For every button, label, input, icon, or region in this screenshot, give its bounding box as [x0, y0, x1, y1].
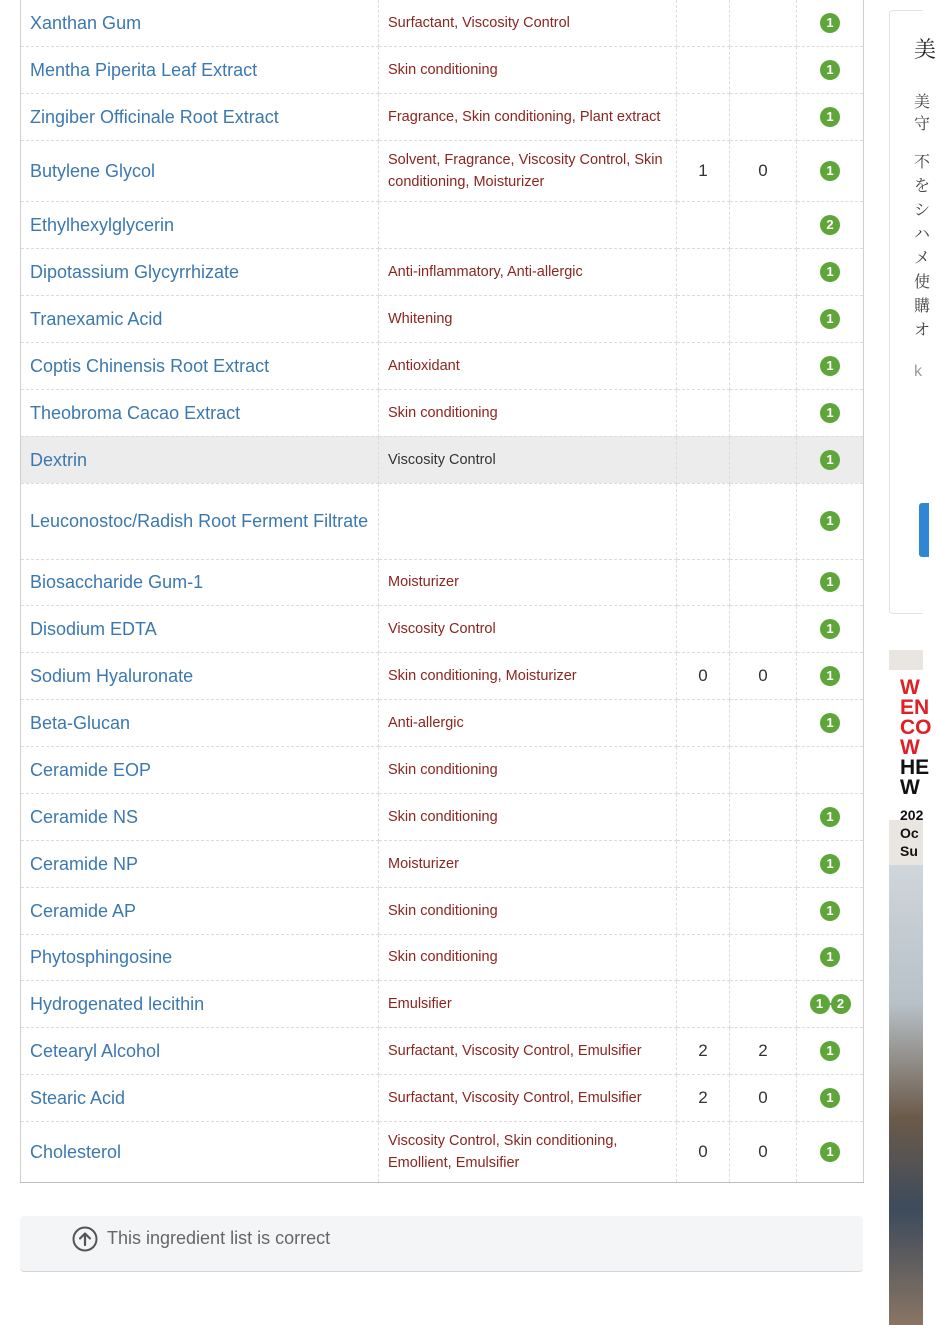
ewg-score-cell	[797, 934, 864, 980]
ewg-score-badge: 1	[820, 901, 840, 921]
ewg-score-badge: 1	[820, 60, 840, 80]
ingredient-name-link[interactable]: Dipotassium Glycyrrhizate	[30, 261, 240, 282]
ingredient-name-link[interactable]: Hydrogenated lecithin	[30, 993, 205, 1014]
ingredient-row	[21, 93, 864, 140]
comedogenicity-value	[730, 887, 797, 934]
ewg-score-cell	[797, 887, 864, 934]
ingredient-functions: Emulsifier	[379, 980, 677, 1027]
ingredient-row	[21, 1074, 864, 1121]
ingredient-cell	[21, 793, 379, 840]
ingredient-cell	[21, 746, 379, 793]
ad-headline-line: EN	[900, 696, 930, 719]
ingredient-row	[21, 0, 864, 46]
comedogenicity-value: 2	[730, 1027, 797, 1074]
ewg-score-cell	[797, 342, 864, 389]
irritancy-value: 0	[677, 652, 730, 699]
ingredient-cell	[21, 140, 379, 201]
ewg-score-cell	[797, 436, 864, 483]
ewg-score-badge: 1	[820, 161, 840, 181]
ewg-score-badge: 1	[820, 666, 840, 686]
ingredient-cell	[21, 1074, 379, 1121]
comedogenicity-value	[730, 980, 797, 1027]
ingredient-name-link[interactable]: Xanthan Gum	[30, 12, 142, 33]
ingredient-cell	[21, 483, 379, 559]
ewg-score-badge: 1	[820, 619, 840, 639]
ingredient-functions: Surfactant, Viscosity Control, Emulsifier	[379, 1074, 677, 1121]
ewg-score-badge: 1	[820, 356, 840, 376]
ewg-score-badge: 2	[831, 994, 851, 1014]
ingredient-functions: Viscosity Control	[379, 605, 677, 652]
ingredient-cell	[21, 934, 379, 980]
ewg-score-badge: 1	[820, 854, 840, 874]
comedogenicity-value	[730, 934, 797, 980]
ingredient-row	[21, 559, 864, 605]
ingredient-name-link[interactable]: Ethylhexylglycerin	[30, 214, 175, 235]
irritancy-value: 1	[677, 140, 730, 201]
sidebar-card-line: 不	[914, 154, 931, 171]
ingredient-functions: Skin conditioning	[379, 389, 677, 436]
ingredient-name-link[interactable]: Mentha Piperita Leaf Extract	[30, 59, 258, 80]
ewg-score-badge: 1	[820, 1088, 840, 1108]
ingredient-functions: Solvent, Fragrance, Viscosity Control, Skin conditioning, Moisturizer	[379, 140, 677, 201]
ingredient-functions: Antioxidant	[379, 342, 677, 389]
ingredient-cell	[21, 1121, 379, 1182]
ingredient-row	[21, 746, 864, 793]
ingredient-row	[21, 605, 864, 652]
ewg-score-badge: 1	[820, 1142, 840, 1162]
ingredient-functions: Fragrance, Skin conditioning, Plant extract	[379, 93, 677, 140]
ingredient-row	[21, 980, 864, 1027]
irritancy-value	[677, 483, 730, 559]
irritancy-value	[677, 934, 730, 980]
ingredient-name-link[interactable]: Tranexamic Acid	[30, 308, 163, 329]
ingredient-functions: Skin conditioning	[379, 746, 677, 793]
ewg-score-cell	[797, 793, 864, 840]
ingredient-name-link[interactable]: Sodium Hyaluronate	[30, 665, 194, 686]
ad-date-line: 202	[900, 807, 924, 823]
ewg-score-cell	[797, 652, 864, 699]
ewg-score-cell	[797, 1027, 864, 1074]
ad-headline-line: W	[900, 676, 920, 699]
irritancy-value	[677, 0, 730, 46]
ingredient-cell	[21, 46, 379, 93]
ingredient-name-link[interactable]: Leuconostoc/Radish Root Ferment Filtrate	[30, 511, 369, 531]
ewg-score-cell	[797, 699, 864, 746]
ingredient-row	[21, 1121, 864, 1182]
ingredient-functions: Whitening	[379, 295, 677, 342]
ingredient-name-link[interactable]: Dextrin	[30, 449, 88, 470]
irritancy-value	[677, 887, 730, 934]
ewg-score-badge: 1	[820, 947, 840, 967]
sidebar-card-line: メ	[914, 250, 931, 267]
irritancy-value	[677, 342, 730, 389]
ingredient-row	[21, 389, 864, 436]
ewg-score-cell	[797, 93, 864, 140]
ingredient-row	[21, 140, 864, 201]
irritancy-value	[677, 559, 730, 605]
irritancy-value	[677, 699, 730, 746]
ewg-score-badge: 1	[810, 994, 830, 1014]
ingredient-row	[21, 248, 864, 295]
ingredient-functions: Moisturizer	[379, 840, 677, 887]
irritancy-value	[677, 605, 730, 652]
ingredient-name-link[interactable]: Ceramide AP	[30, 900, 137, 921]
comedogenicity-value: 0	[730, 1074, 797, 1121]
ingredient-cell	[21, 1027, 379, 1074]
ingredient-row	[21, 840, 864, 887]
ingredient-list-correct-button[interactable]	[20, 1216, 863, 1272]
ingredient-cell	[21, 201, 379, 248]
comedogenicity-value	[730, 436, 797, 483]
ingredient-name-link[interactable]: Phytosphingosine	[30, 947, 173, 967]
comedogenicity-value	[730, 201, 797, 248]
ad-headline-line: HE	[900, 756, 930, 779]
ewg-score-cell	[797, 389, 864, 436]
sidebar-info-card	[889, 10, 936, 614]
ewg-score-badge: 1	[820, 13, 840, 33]
sidebar-card-title: 美	[914, 37, 936, 62]
ingredient-cell	[21, 980, 379, 1027]
ingredient-name-link[interactable]: Beta-Glucan	[30, 712, 131, 733]
ad-headline-area	[889, 670, 932, 820]
irritancy-value	[677, 248, 730, 295]
ewg-score-badge: 1	[820, 713, 840, 733]
ingredient-functions: Viscosity Control, Skin conditioning, Emollient, Emulsifier	[379, 1121, 677, 1182]
ad-photo	[889, 865, 923, 1325]
ewg-score-badge: 1	[820, 511, 840, 531]
comedogenicity-value	[730, 605, 797, 652]
irritancy-value: 2	[677, 1074, 730, 1121]
ingredient-table-container	[20, 0, 863, 1183]
ingredient-cell	[21, 93, 379, 140]
sidebar-card-button[interactable]	[919, 503, 929, 557]
ingredient-row	[21, 652, 864, 699]
ingredient-name-link[interactable]: Cetearyl Alcohol	[30, 1040, 161, 1061]
ingredient-functions: Skin conditioning	[379, 46, 677, 93]
comedogenicity-value	[730, 248, 797, 295]
comedogenicity-value: 0	[730, 1121, 797, 1182]
ingredient-cell	[21, 652, 379, 699]
irritancy-value	[677, 793, 730, 840]
irritancy-value	[677, 93, 730, 140]
ingredient-name-link[interactable]: Stearic Acid	[30, 1087, 126, 1108]
comedogenicity-value	[730, 746, 797, 793]
ewg-score-cell	[797, 840, 864, 887]
comedogenicity-value	[730, 342, 797, 389]
ewg-score-cell	[797, 980, 864, 1027]
ingredient-functions: Skin conditioning	[379, 793, 677, 840]
ingredient-row	[21, 887, 864, 934]
ingredient-name-link[interactable]: Zingiber Officinale Root Extract	[30, 106, 279, 127]
ingredient-cell	[21, 436, 379, 483]
correct-button-label: This ingredient list is correct	[107, 1228, 331, 1248]
ingredient-row	[21, 699, 864, 746]
ingredient-functions: Surfactant, Viscosity Control	[379, 0, 677, 46]
ewg-score-badge: 2	[820, 215, 840, 235]
ingredient-cell	[21, 295, 379, 342]
ingredient-cell	[21, 699, 379, 746]
ad-date-line: Su	[900, 843, 918, 859]
sidebar-card-line: ハ	[914, 226, 931, 243]
ingredient-name-link[interactable]: Cholesterol	[30, 1141, 122, 1162]
ingredient-functions: Skin conditioning, Moisturizer	[379, 652, 677, 699]
ewg-score-badge: 1	[820, 807, 840, 827]
ewg-score-cell	[797, 483, 864, 559]
ewg-score-cell	[797, 248, 864, 295]
ingredient-functions	[379, 483, 677, 559]
ewg-score-badge: 1	[820, 309, 840, 329]
sidebar-card-line: 購	[914, 298, 931, 315]
sidebar-card-line: オ	[914, 322, 931, 339]
ingredient-functions: Skin conditioning	[379, 887, 677, 934]
ewg-score-cell	[797, 0, 864, 46]
sidebar-card-line: シ	[914, 202, 931, 219]
ewg-score-badge: 1	[820, 107, 840, 127]
sidebar-card-line: を	[914, 178, 931, 195]
ingredient-row	[21, 483, 864, 559]
irritancy-value	[677, 201, 730, 248]
comedogenicity-value	[730, 0, 797, 46]
ewg-score-cell	[797, 140, 864, 201]
ingredient-row	[21, 1027, 864, 1074]
ingredient-name-link[interactable]: Disodium EDTA	[30, 618, 157, 639]
irritancy-value	[677, 436, 730, 483]
comedogenicity-value	[730, 559, 797, 605]
ingredient-functions: Anti-allergic	[379, 699, 677, 746]
ingredient-row	[21, 295, 864, 342]
ingredient-cell	[21, 840, 379, 887]
ewg-score-cell	[797, 46, 864, 93]
ingredient-cell	[21, 389, 379, 436]
ad-date-line: Oc	[900, 825, 919, 841]
comedogenicity-value	[730, 793, 797, 840]
ewg-score-cell	[797, 605, 864, 652]
ingredient-name-link[interactable]: Coptis Chinensis Root Extract	[30, 355, 270, 376]
ewg-score-badge: 1	[820, 572, 840, 592]
ingredient-row	[21, 342, 864, 389]
ewg-score-badge: 1	[820, 262, 840, 282]
ewg-score-cell	[797, 746, 864, 793]
ingredient-functions: Moisturizer	[379, 559, 677, 605]
ewg-score-badge: 1	[820, 450, 840, 470]
ingredient-row	[21, 201, 864, 248]
ingredient-row	[21, 46, 864, 93]
ingredient-cell	[21, 248, 379, 295]
comedogenicity-value	[730, 699, 797, 746]
ingredient-row	[21, 436, 864, 483]
ingredient-functions: Surfactant, Viscosity Control, Emulsifier	[379, 1027, 677, 1074]
ewg-score-cell	[797, 559, 864, 605]
ingredient-functions	[379, 201, 677, 248]
ingredient-functions: Skin conditioning	[379, 934, 677, 980]
irritancy-value	[677, 980, 730, 1027]
comedogenicity-value	[730, 483, 797, 559]
comedogenicity-value	[730, 46, 797, 93]
arrow-up-circle-icon	[72, 1226, 98, 1252]
ad-headline-line: W	[900, 736, 920, 759]
ingredient-functions: Anti-inflammatory, Anti-allergic	[379, 248, 677, 295]
irritancy-value	[677, 840, 730, 887]
irritancy-value	[677, 389, 730, 436]
ewg-score-cell	[797, 295, 864, 342]
irritancy-value: 2	[677, 1027, 730, 1074]
ewg-score-cell	[797, 1121, 864, 1182]
ingredient-name-link[interactable]: Ceramide NS	[30, 806, 139, 827]
irritancy-value: 0	[677, 1121, 730, 1182]
comedogenicity-value: 0	[730, 652, 797, 699]
ingredient-name-link[interactable]: Ceramide NP	[30, 853, 139, 874]
ad-headline-line: CO	[900, 716, 932, 739]
sidebar-card-line: k	[914, 363, 922, 380]
ingredient-name-link[interactable]: Ceramide EOP	[30, 759, 152, 780]
ingredient-cell	[21, 0, 379, 46]
ewg-score-badge: 1	[820, 1041, 840, 1061]
comedogenicity-value: 0	[730, 140, 797, 201]
sidebar-card-line: 守	[914, 116, 931, 133]
comedogenicity-value	[730, 295, 797, 342]
ingredient-table	[20, 0, 864, 1183]
ingredient-name-link[interactable]: Biosaccharide Gum-1	[30, 572, 204, 592]
irritancy-value	[677, 46, 730, 93]
ingredient-cell	[21, 559, 379, 605]
ingredient-functions: Viscosity Control	[379, 436, 677, 483]
ewg-score-cell	[797, 1074, 864, 1121]
irritancy-value	[677, 746, 730, 793]
sidebar-card-line: 使	[914, 274, 931, 291]
advertisement-banner[interactable]	[889, 650, 932, 1280]
comedogenicity-value	[730, 93, 797, 140]
ingredient-row	[21, 934, 864, 980]
ingredient-cell	[21, 887, 379, 934]
ingredient-cell	[21, 605, 379, 652]
comedogenicity-value	[730, 389, 797, 436]
ewg-score-badge: 1	[820, 403, 840, 423]
ingredient-name-link[interactable]: Theobroma Cacao Extract	[30, 402, 241, 423]
ingredient-row	[21, 793, 864, 840]
comedogenicity-value	[730, 840, 797, 887]
ad-headline-line: W	[900, 776, 920, 799]
ingredient-cell	[21, 342, 379, 389]
irritancy-value	[677, 295, 730, 342]
sidebar-card-line: 美	[914, 94, 931, 111]
ingredient-name-link[interactable]: Butylene Glycol	[30, 160, 156, 181]
ewg-score-cell	[797, 201, 864, 248]
